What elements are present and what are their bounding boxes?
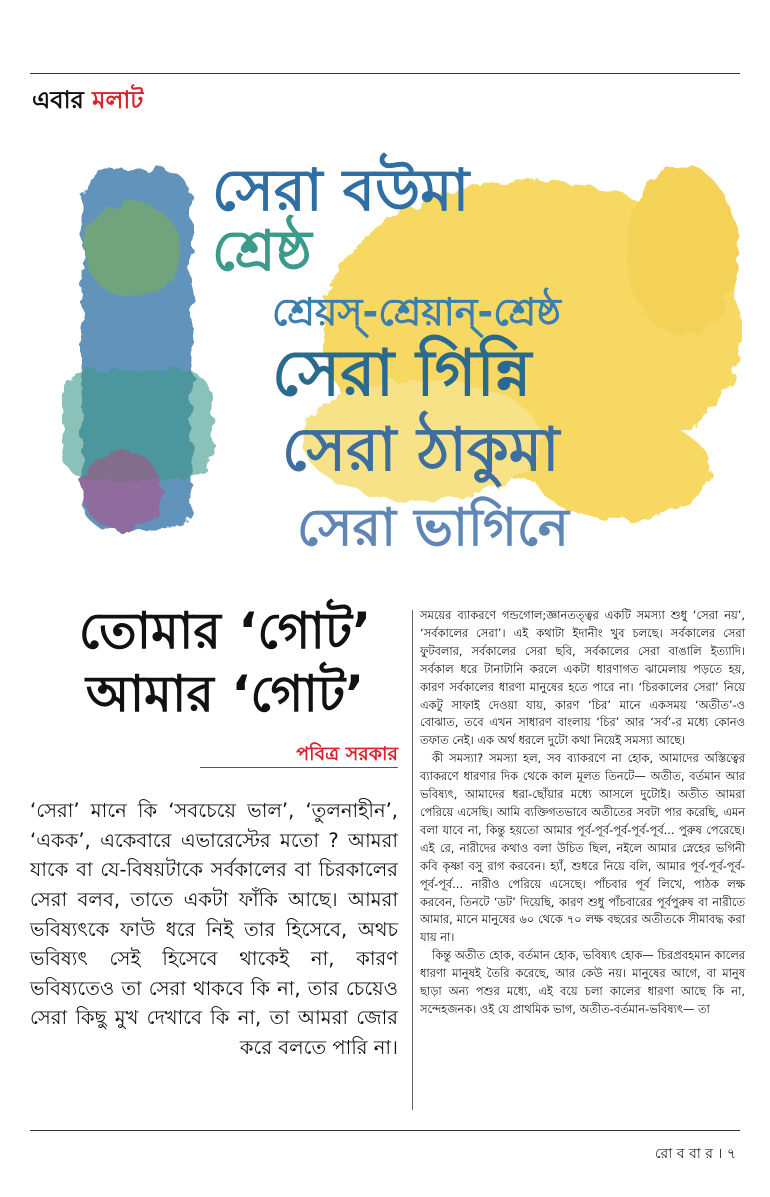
page-footer: রো ব বা র । ৭ (654, 1146, 736, 1162)
top-rule (30, 73, 740, 74)
headline-line-2: আমার ‘গোট’ (85, 664, 365, 723)
body-paragraph-3: কিন্তু অতীত হোক, বর্তমান হোক, ভবিষ্যৎ হোক— চিরপ্রবহমান কালের ধারণা মানুষই তৈরি করেছে, আর কেউ নয়। মানুষের আগে, বা মানুষ ছাড়া অন্য পশুর মধ্যে, এই বয়ে চলা কালের ধারণা আছে কি না, সন্দেহজনক। ওই যে প্রাথমিক ভাগ, অতীত-বর্তমান-ভবিষ্যৎ— তা (420, 948, 745, 1016)
intro-paragraph: ‘সেরা’ মানে কি ‘সবচেয়ে ভাল’, ‘তুলনাহীন’, ‘একক’, একেবারে এভারেস্টের মতো ? আমরা যাকে বা যে-বিষয়টাকে সর্বকালের বা চিরকালের সেরা বলব, তাতে একটা ফাঁকি আছে। আমরা ভবিষ্যৎকে ফাউ ধরে নিই তার হিসেবে, অথচ ভবিষ্যৎ সেই হিসেবে থাকেই না, কারণ ভবিষ্যতেও তা সেরা থাকবে কি না, তার চেয়েও সেরা কিছু মুখ দেখাবে কি না, তা আমরা জোর করে বলতে পারি না। (30, 799, 398, 1059)
column-divider (412, 610, 413, 1110)
body-paragraph-1: সময়ের ব্যাকরণে গন্ডগোল;জ্ঞানতত্ত্বর একটি সমস্যা শুধু ‘সেরা নয়’, ‘সর্বকালের সেরা’। এই কথাটা ইদানীং খুব চলছে। সর্বকালের সেরা ফুটবলার, সর্বকালের সেরা ছবি, সর্বকালের সেরা বাঙালি ইত্যাদি। সর্বকাল ধরে টানাটানি করলে একটা ধারণাগত ঝামেলায় পড়তে হয়, কারণ সর্বকালের ধারণা মানুষের হতে পারে না। ‘চিরকালের সেরা’ নিয়ে একটু সাফাই দেওয়া যায়, কারণ ‘চির’ মানে একসময় ‘অতীত’-ও বোঝাত, তবে এখন সাধারণ বাংলায় ‘চির’ আর ‘সর্ব’-র মধ্যে কোনও তফাত নেই। এক অর্থ ধরলে দুটো কথা নিয়েই সমস্যা আছে। (420, 608, 745, 748)
bottom-rule (30, 1130, 740, 1131)
cover-artwork (62, 140, 742, 580)
body-paragraph-2: কী সমস্যা? সমস্যা হল, সব ব্যাকরণে না হোক, আমাদের অস্তিত্বের ব্যাকরণে ধারণার দিক থেকে কাল মূলত তিনটে— অতীত, বর্তমান আর ভবিষ্যৎ, আমাদের ধরা-ছোঁয়ার মধ্যে আসলে দুটোই। অতীত আমরা পেরিয়ে এসেছি। আমি ব্যক্তিগতভাবে অতীতের সবটা পার করেছি, এমন বলা যাবে না, কিন্তু হয়তো আমার পূর্ব-পূর্ব-পূর্ব-পূর্ব-পূর্ব... পুরুষ পেরেছে। এই রে, নারীদের কথাও বলা উচিত ছিল, নইলে আমার স্নেহের ভগিনী কবি কৃষ্ণা বসু রাগ করবেন। হ্যাঁ, শুধরে নিয়ে বলি, আমার পূর্ব-পূর্ব-পূর্ব-পূর্ব-পূর্ব... নারীও পেরিয়ে এসেছে। পাঁচবার পূর্ব লিখে, পাঠক লক্ষ করবেন, তিনটে ‘ডট’ দিয়েছি, কারণ শুধু পাঁচবারের পূর্বপুরুষ বা নারীতে আমার, মানে মানুষের ৬০ থেকে ৭০ লক্ষ বছরের অতীতকে সীমাবদ্ধ করা যায় না। (420, 751, 745, 945)
section-label (32, 82, 143, 122)
cover-word-2: শ্রেষ্ঠ (212, 219, 312, 284)
cover-word-4: সেরা গিন্নি (272, 337, 532, 411)
byline-rule (200, 767, 398, 768)
article-headline (40, 600, 410, 725)
cover-word-1: সেরা বউমা (212, 156, 470, 224)
headline-line-1: তোমার ‘গোট’ (78, 602, 372, 660)
blue-paint-strokes (62, 170, 212, 530)
cover-word-3: শ্রেয়স্-শ্রেয়ান্-শ্রেষ্ঠ (272, 290, 561, 334)
author-byline: পবিত্র সরকার (296, 743, 398, 765)
section-label-part1: এবার (32, 86, 84, 114)
cover-word-6: সেরা ভাগিনে (297, 498, 569, 558)
section-label-part2: মলাট (92, 86, 144, 114)
body-column (420, 607, 745, 1019)
cover-word-5: সেরা ঠাকুমা (282, 415, 560, 485)
